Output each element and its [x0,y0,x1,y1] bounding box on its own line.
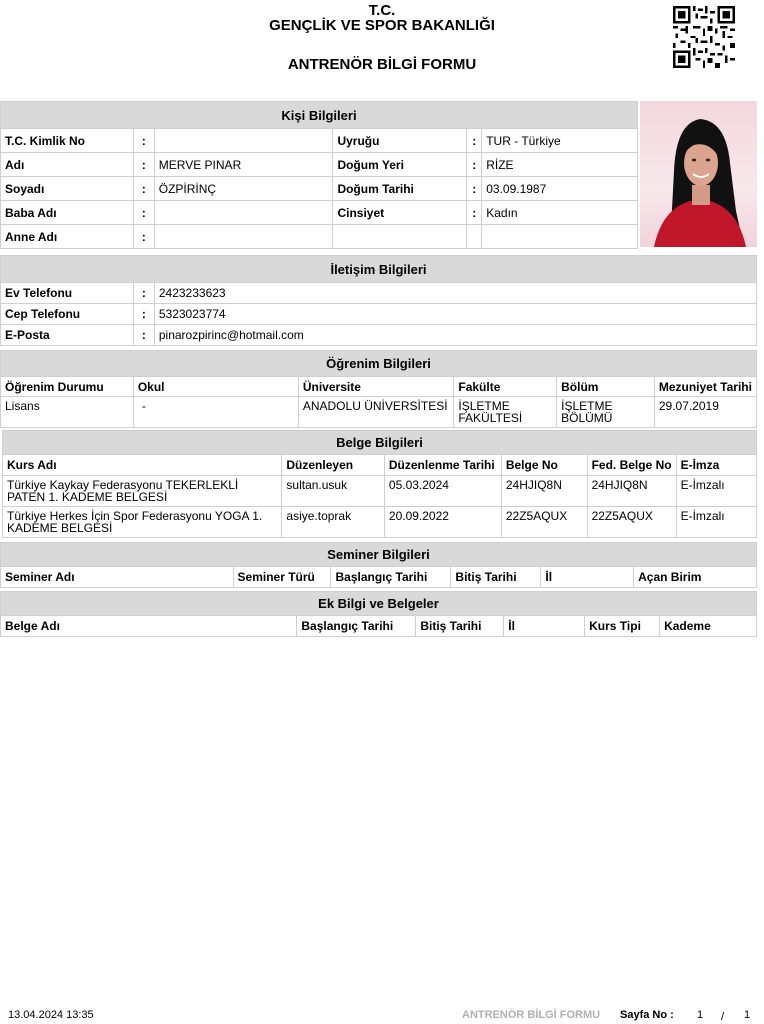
colon: : [467,201,482,225]
issue-date: 05.03.2024 [384,476,501,507]
section-title-contact: İletişim Bilgileri [1,256,757,283]
colon: : [133,177,154,201]
surname-value: ÖZPİRİNÇ [154,177,333,201]
page-current: 1 [697,1009,704,1021]
issue-date: 20.09.2022 [384,507,501,538]
colon: : [467,129,482,153]
e-signature: E-İmzalı [676,476,756,507]
graduation-date: 29.07.2019 [654,397,756,428]
header-ministry: GENÇLİK VE SPOR BAKANLIĞI [269,17,495,34]
column-header: Bölüm [557,377,655,397]
e-signature: E-İmzalı [676,507,756,538]
column-header: Üniversite [298,377,454,397]
column-header: Bitiş Tarihi [451,567,541,588]
qr-code-icon [673,6,735,68]
column-header: Belge Adı [1,616,297,637]
nationality-label: Uyruğu [333,129,467,153]
gender-value: Kadın [482,201,638,225]
column-header: Başlangıç Tarihi [297,616,416,637]
page-label: Sayfa No : [620,1009,674,1021]
portrait-image [640,101,757,247]
university: ANADOLU ÜNİVERSİTESİ [298,397,454,428]
course-name: Türkiye Kaykay Federasyonu TEKERLEKLİ PATEN 1. KADEME BELGESİ [3,476,282,507]
empty-cell [467,225,482,249]
footer-form-name: ANTRENÖR BİLGİ FORMU [462,1009,601,1021]
certificate-no: 22Z5AQUX [501,507,587,538]
section-title-personal: Kişi Bilgileri [1,102,638,129]
issuer: sultan.usuk [282,476,385,507]
fed-certificate-no: 22Z5AQUX [587,507,676,538]
additional-info-table [0,591,757,637]
education-status: Lisans [1,397,134,428]
mother-name-label: Anne Adı [1,225,134,249]
surname-label: Soyadı [1,177,134,201]
colon: : [133,283,154,304]
profile-photo [640,101,757,247]
name-value: MERVE PINAR [154,153,333,177]
email-label: E-Posta [1,325,134,346]
column-header: Düzenlenme Tarihi [384,455,501,476]
column-header: Açan Birim [634,567,757,588]
print-datetime: 13.04.2024 13:35 [8,1009,94,1021]
section-title-certificates: Belge Bilgileri [3,431,757,455]
tc-label: T.C. Kimlik No [1,129,134,153]
column-header: E-İmza [676,455,756,476]
column-header: Öğrenim Durumu [1,377,134,397]
nationality-value: TUR - Türkiye [482,129,638,153]
column-header: Seminer Adı [1,567,234,588]
page-total: 1 [744,1009,751,1021]
colon: : [467,153,482,177]
form-title: ANTRENÖR BİLGİ FORMU [287,56,477,73]
tc-value [154,129,333,153]
column-header: İl [541,567,634,588]
column-header: Kurs Adı [3,455,282,476]
colon: : [467,177,482,201]
column-header: Seminer Türü [233,567,331,588]
certificate-no: 24HJIQ8N [501,476,587,507]
name-label: Adı [1,153,134,177]
birthplace-value: RİZE [482,153,638,177]
empty-cell [482,225,638,249]
father-name-value [154,201,333,225]
colon: : [133,304,154,325]
column-header: Okul [133,377,298,397]
column-header: İl [504,616,585,637]
column-header: Düzenleyen [282,455,385,476]
contact-info-table [0,255,757,346]
mobile-phone-label: Cep Telefonu [1,304,134,325]
personal-info-table [0,101,638,249]
school: - [133,397,298,428]
column-header: Belge No [501,455,587,476]
mother-name-value [154,225,333,249]
empty-cell [333,225,467,249]
birthplace-label: Doğum Yeri [333,153,467,177]
education-table [0,350,757,428]
section-title-additional: Ek Bilgi ve Belgeler [1,592,757,616]
page-separator: / [721,1011,725,1023]
column-header: Fed. Belge No [587,455,676,476]
colon: : [133,225,154,249]
email-value: pinarozpirinc@hotmail.com [154,325,756,346]
department: İŞLETME BÖLÜMÜ [557,397,655,428]
father-name-label: Baba Adı [1,201,134,225]
colon: : [133,129,154,153]
colon: : [133,325,154,346]
table-row [3,476,757,507]
colon: : [133,153,154,177]
birthdate-label: Doğum Tarihi [333,177,467,201]
faculty: İŞLETME FAKÜLTESİ [454,397,557,428]
table-row [3,507,757,538]
colon: : [133,201,154,225]
seminar-table [0,542,757,588]
home-phone-label: Ev Telefonu [1,283,134,304]
home-phone-value: 2423233623 [154,283,756,304]
column-header: Fakülte [454,377,557,397]
mobile-phone-value: 5323023774 [154,304,756,325]
course-name: Türkiye Herkes İçin Spor Federasyonu YOGA 1. KADEME BELGESİ [3,507,282,538]
column-header: Kurs Tipi [585,616,660,637]
column-header: Başlangıç Tarihi [331,567,451,588]
certificate-table [2,430,757,538]
section-title-education: Öğrenim Bilgileri [1,351,757,377]
issuer: asiye.toprak [282,507,385,538]
column-header: Kademe [660,616,757,637]
fed-certificate-no: 24HJIQ8N [587,476,676,507]
section-title-seminars: Seminer Bilgileri [1,543,757,567]
column-header: Bitiş Tarihi [416,616,504,637]
gender-label: Cinsiyet [333,201,467,225]
birthdate-value: 03.09.1987 [482,177,638,201]
header-tc: T.C. [368,2,396,19]
column-header: Mezuniyet Tarihi [654,377,756,397]
